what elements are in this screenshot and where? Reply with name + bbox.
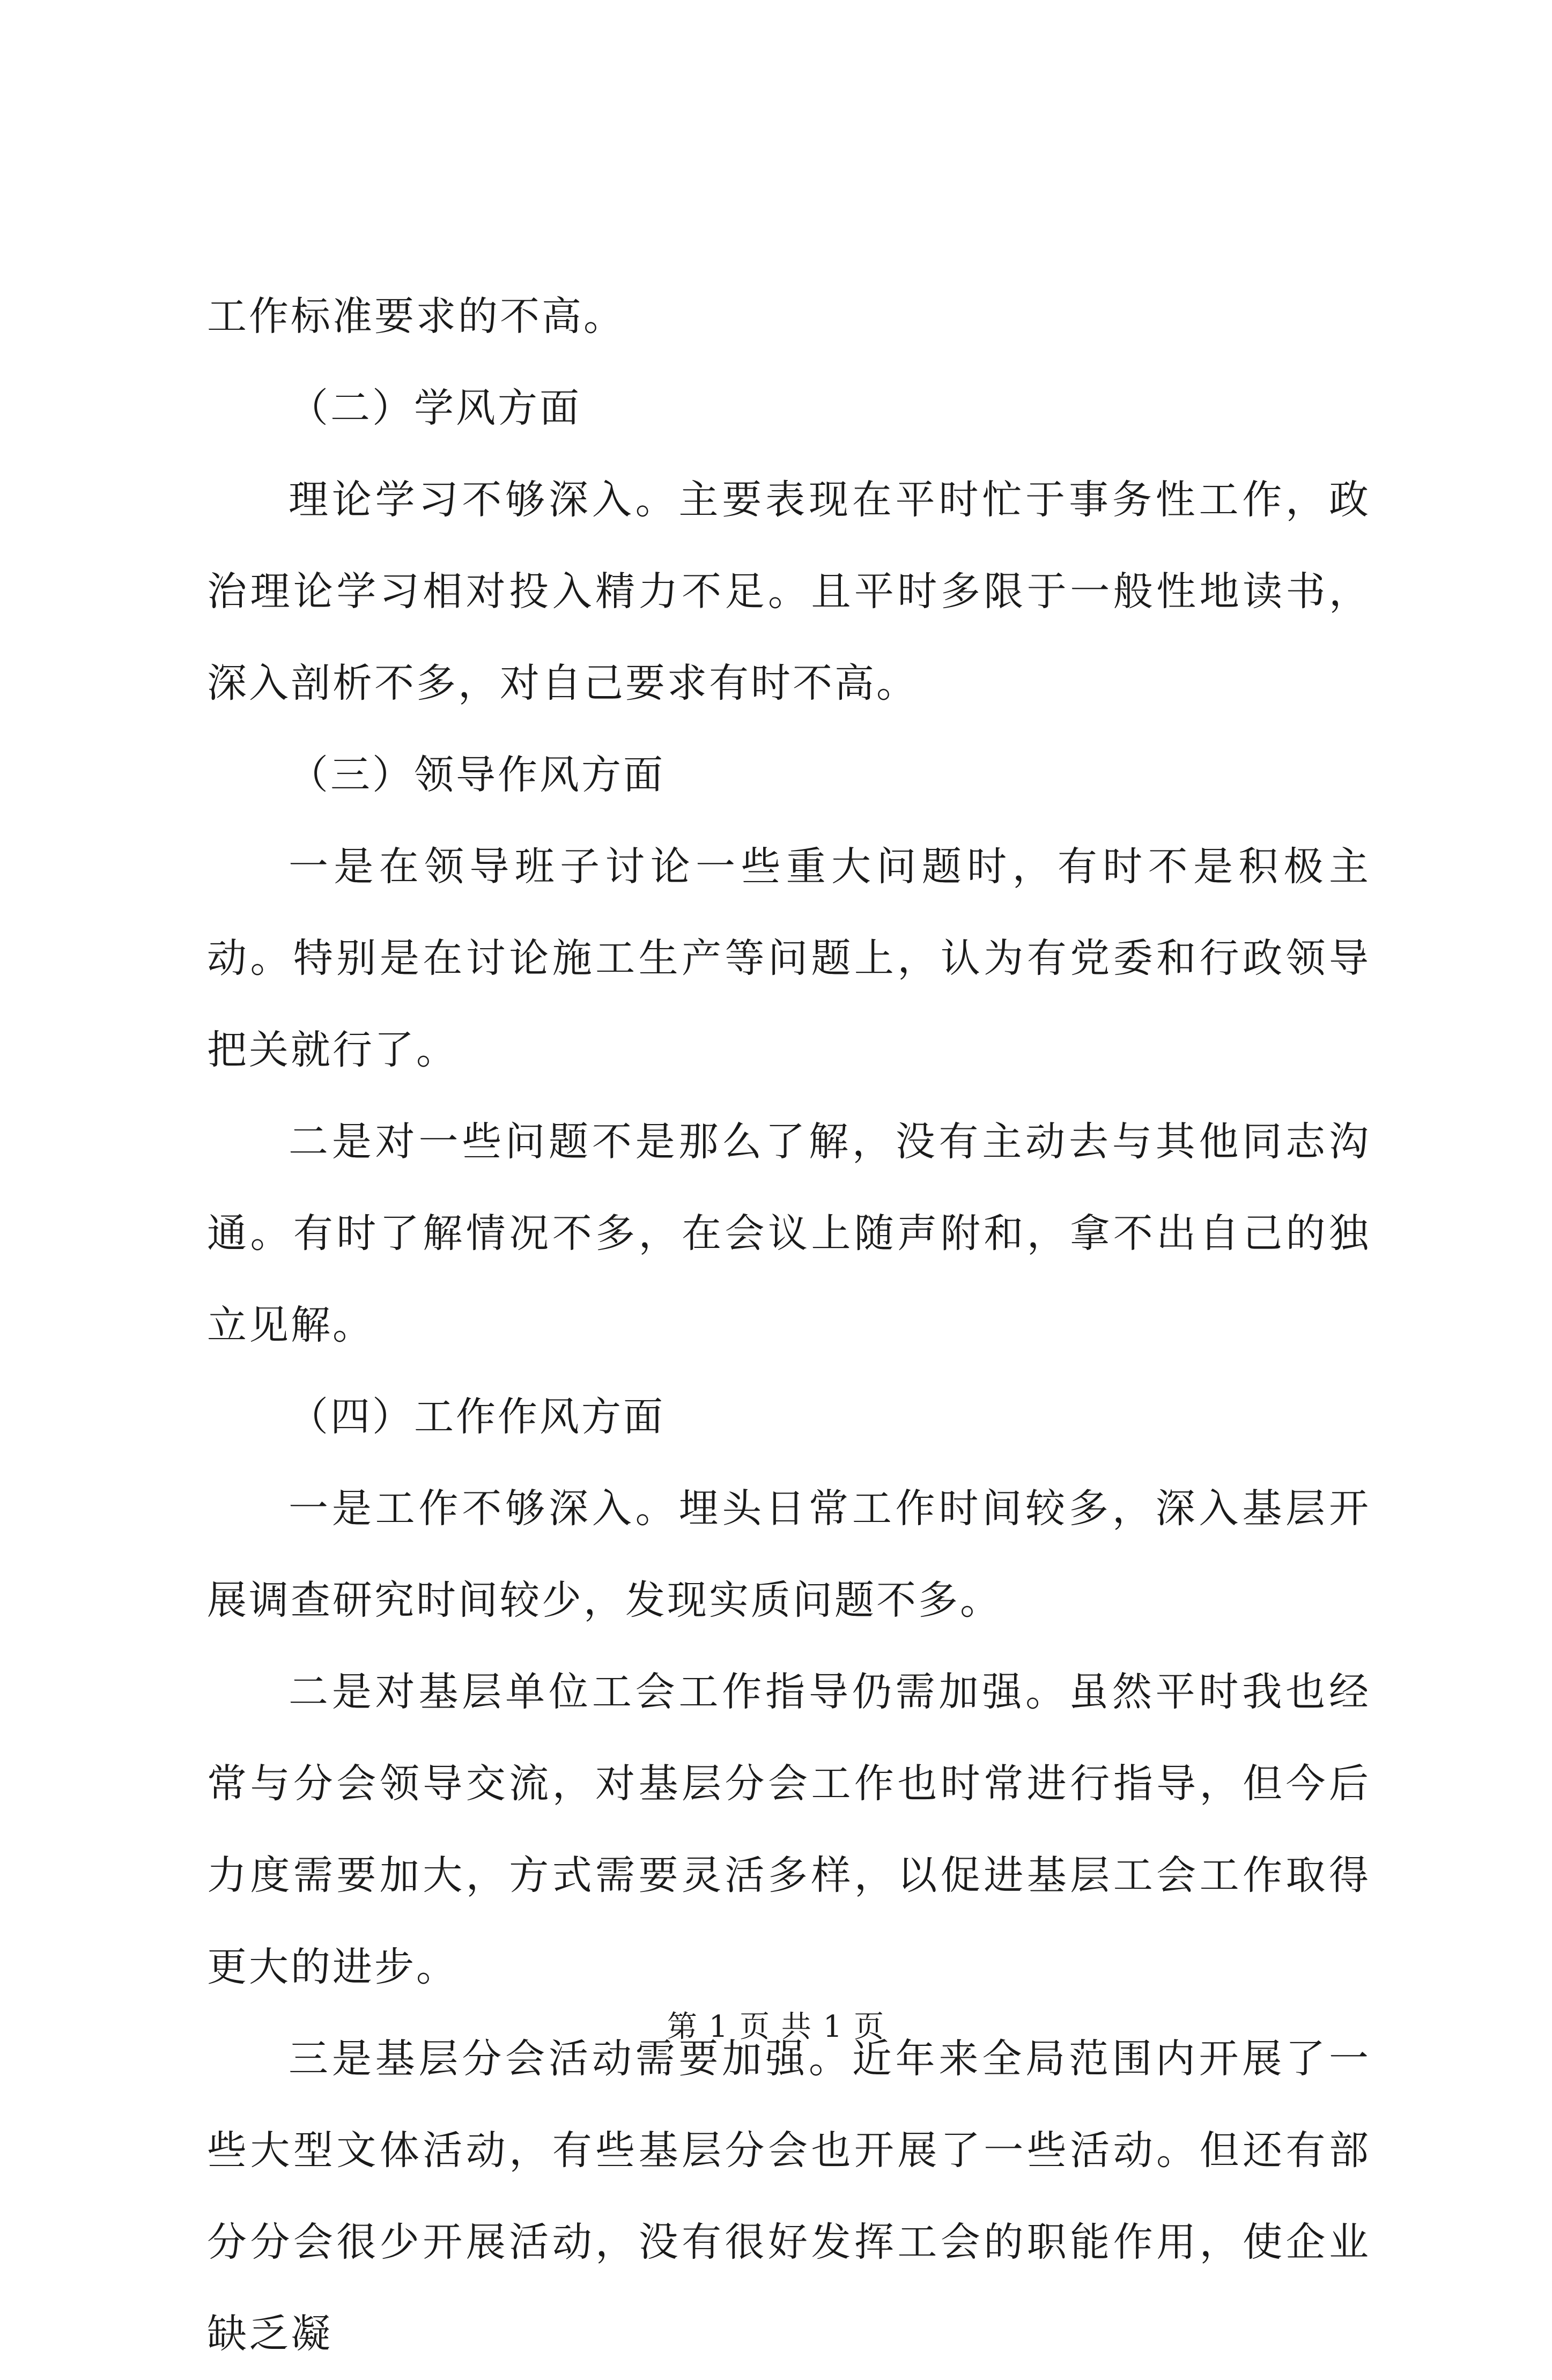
- paragraph-work-2: 二是对基层单位工会工作指导仍需加强。虽然平时我也经常与分会领导交流，对基层分会工作也时常进行指导，但今后力度需要加大，方式需要灵活多样，以促进基层工会工作取得更大的进步。: [207, 1669, 1371, 1990]
- paragraph-theory-study: 理论学习不够深入。主要表现在平时忙于事务性工作，政治理论学习相对投入精力不足。且平时多限于一般性地读书，深入剖析不多，对自己要求有时不高。: [207, 477, 1371, 706]
- section-heading-leadership-style: （三）领导作风方面: [289, 752, 665, 798]
- paragraph-leadership-1: 一是在领导班子讨论一些重大问题时，有时不是积极主动。特别是在讨论施工生产等问题上，认为有党委和行政领导把关就行了。: [207, 844, 1371, 1073]
- paragraph-work-3: 三是基层分会活动需要加强。近年来全局范围内开展了一些大型文体活动，有些基层分会也开展了一些活动。但还有部分分会很少开展活动，没有很好发挥工会的职能作用，使企业缺乏凝: [207, 2036, 1371, 2357]
- page-footer: 第 1 页 共 1 页: [667, 2009, 885, 2044]
- document-body: [207, 271, 1371, 2380]
- paragraph-leadership-2: 二是对一些问题不是那么了解，没有主动去与其他同志沟通。有时了解情况不多，在会议上随声附和，拿不出自己的独立见解。: [207, 1119, 1371, 1348]
- paragraph-work-1: 一是工作不够深入。埋头日常工作时间较多，深入基层开展调查研究时间较少，发现实质问题不多。: [207, 1485, 1371, 1623]
- section-heading-study-style: （二）学风方面: [289, 385, 581, 431]
- paragraph-continuation: 工作标准要求的不高。: [207, 293, 625, 339]
- section-heading-work-style: （四）工作作风方面: [289, 1394, 665, 1440]
